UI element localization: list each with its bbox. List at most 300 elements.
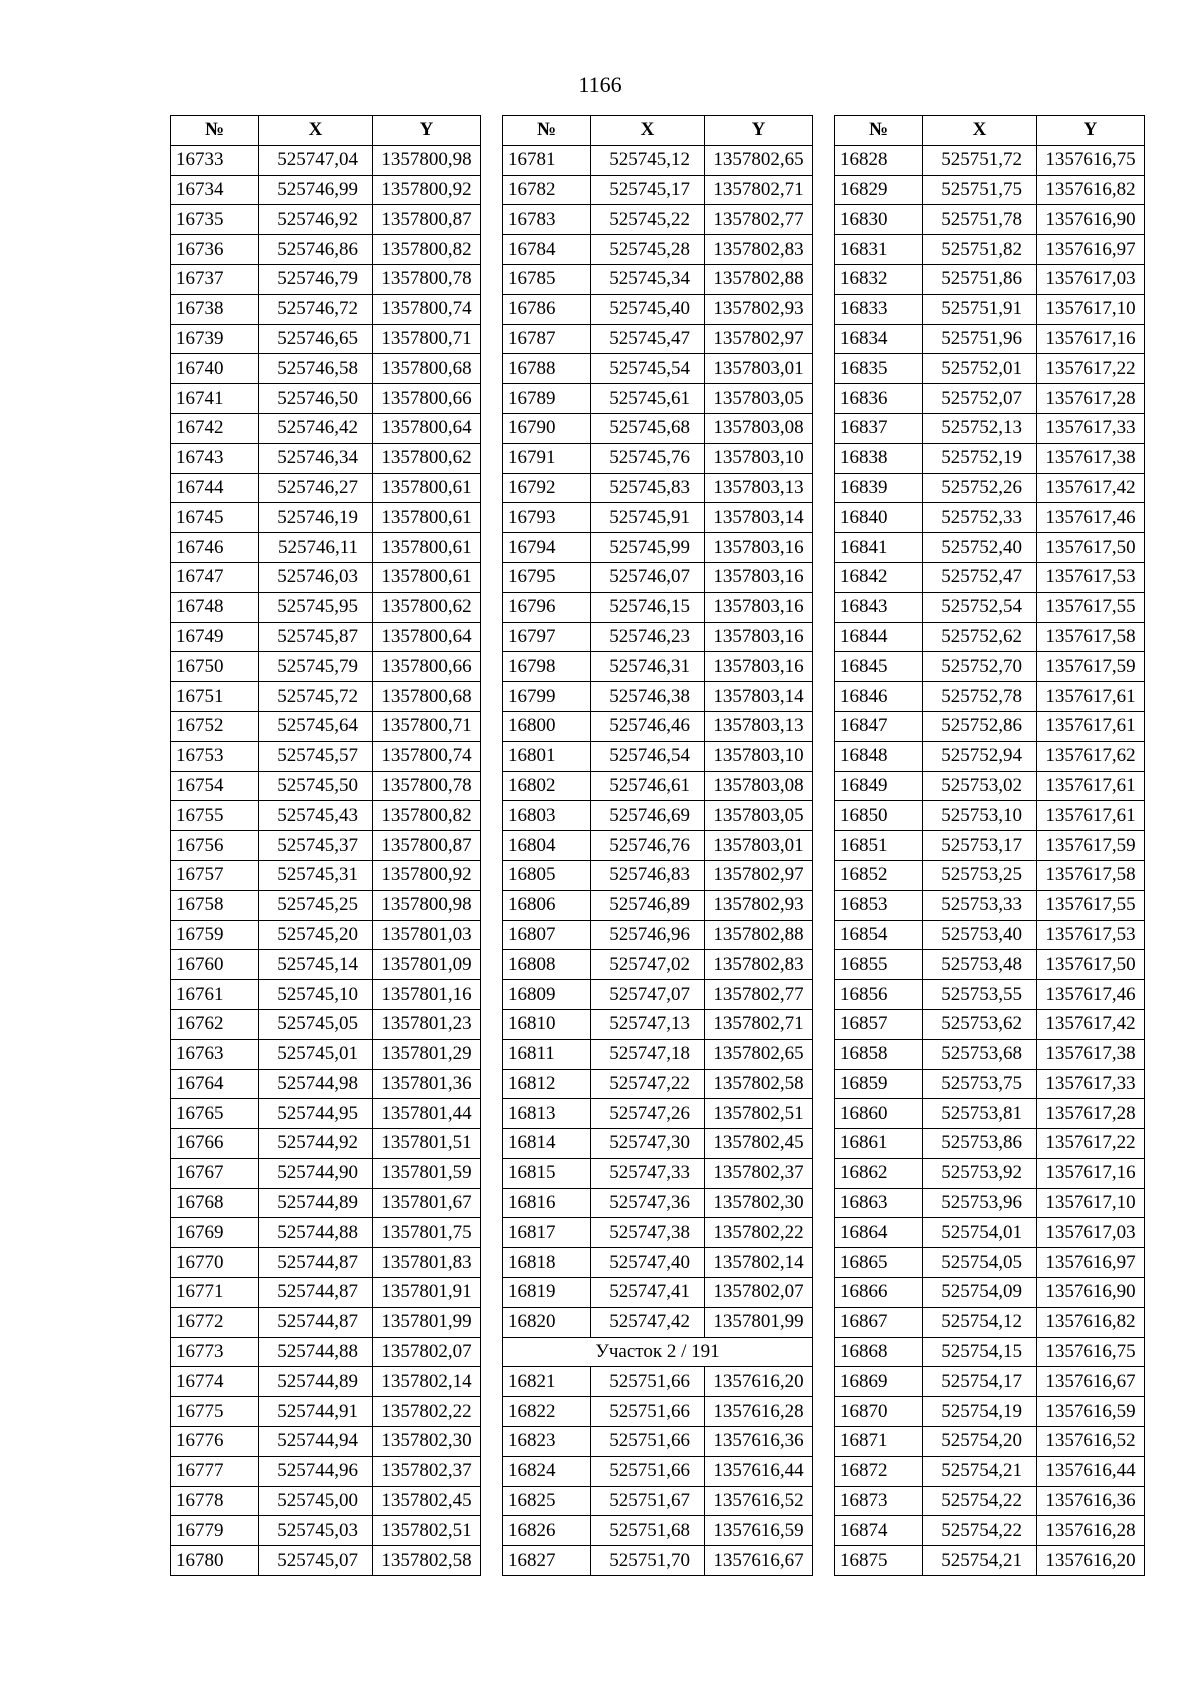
y-coordinate: 1357617,38 [1037,443,1145,473]
y-coordinate: 1357802,88 [705,264,813,294]
x-coordinate: 525753,10 [923,801,1037,831]
table-row [171,1129,481,1159]
y-coordinate: 1357802,65 [705,1039,813,1069]
point-number: 16749 [171,622,259,652]
point-number: 16743 [171,443,259,473]
x-coordinate: 525746,89 [591,890,705,920]
x-coordinate: 525747,26 [591,1099,705,1129]
point-number: 16797 [503,622,591,652]
x-coordinate: 525752,70 [923,652,1037,682]
y-coordinate: 1357800,61 [373,533,481,563]
table-row [835,1337,1145,1367]
y-coordinate: 1357617,10 [1037,1188,1145,1218]
table-row [503,1009,813,1039]
point-number: 16821 [503,1367,591,1397]
coordinates-table-1 [170,115,481,1576]
y-coordinate: 1357800,74 [373,294,481,324]
y-coordinate: 1357803,01 [705,831,813,861]
x-coordinate: 525746,15 [591,592,705,622]
table-row [171,1278,481,1308]
y-coordinate: 1357802,07 [373,1337,481,1367]
point-number: 16764 [171,1069,259,1099]
x-coordinate: 525754,21 [923,1456,1037,1486]
table-row [835,175,1145,205]
point-number: 16758 [171,890,259,920]
x-coordinate: 525744,90 [259,1158,373,1188]
y-coordinate: 1357617,28 [1037,1099,1145,1129]
y-coordinate: 1357617,50 [1037,950,1145,980]
x-coordinate: 525753,25 [923,860,1037,890]
table-row [171,205,481,235]
point-number: 16871 [835,1427,923,1457]
point-number: 16832 [835,264,923,294]
y-coordinate: 1357617,16 [1037,1158,1145,1188]
table-row [835,145,1145,175]
y-coordinate: 1357801,36 [373,1069,481,1099]
table-row [171,294,481,324]
table-row [835,1486,1145,1516]
table-row [171,771,481,801]
table-row [503,741,813,771]
table-row [503,354,813,384]
x-coordinate: 525752,47 [923,562,1037,592]
point-number: 16828 [835,145,923,175]
y-coordinate: 1357800,82 [373,235,481,265]
x-coordinate: 525753,48 [923,950,1037,980]
y-coordinate: 1357801,83 [373,1248,481,1278]
point-number: 16815 [503,1158,591,1188]
y-coordinate: 1357802,97 [705,860,813,890]
point-number: 16858 [835,1039,923,1069]
table-row [835,592,1145,622]
point-number: 16850 [835,801,923,831]
y-coordinate: 1357801,23 [373,1009,481,1039]
point-number: 16774 [171,1367,259,1397]
y-coordinate: 1357616,59 [705,1516,813,1546]
point-number: 16806 [503,890,591,920]
x-coordinate: 525745,25 [259,890,373,920]
point-number: 16860 [835,1099,923,1129]
x-coordinate: 525746,50 [259,384,373,414]
x-coordinate: 525745,43 [259,801,373,831]
table-row [503,264,813,294]
table-row [835,741,1145,771]
x-coordinate: 525746,46 [591,711,705,741]
point-number: 16741 [171,384,259,414]
x-coordinate: 525746,72 [259,294,373,324]
x-coordinate: 525746,58 [259,354,373,384]
y-coordinate: 1357803,14 [705,682,813,712]
table-row [171,622,481,652]
table-row [835,1516,1145,1546]
y-coordinate: 1357617,33 [1037,413,1145,443]
table-row [503,533,813,563]
table-row [171,1546,481,1576]
x-coordinate: 525747,30 [591,1129,705,1159]
table-row [835,801,1145,831]
point-number: 16813 [503,1099,591,1129]
y-coordinate: 1357802,58 [705,1069,813,1099]
point-number: 16739 [171,324,259,354]
x-coordinate: 525754,09 [923,1278,1037,1308]
y-coordinate: 1357616,36 [1037,1486,1145,1516]
x-coordinate: 525746,03 [259,562,373,592]
x-coordinate: 525745,87 [259,622,373,652]
y-coordinate: 1357801,44 [373,1099,481,1129]
x-coordinate: 525753,92 [923,1158,1037,1188]
table-row [503,771,813,801]
y-coordinate: 1357800,92 [373,175,481,205]
x-coordinate: 525753,17 [923,831,1037,861]
table-row [171,682,481,712]
x-coordinate: 525745,07 [259,1546,373,1576]
x-coordinate: 525753,68 [923,1039,1037,1069]
y-coordinate: 1357617,16 [1037,324,1145,354]
point-number: 16800 [503,711,591,741]
y-coordinate: 1357802,45 [373,1486,481,1516]
point-number: 16823 [503,1427,591,1457]
point-number: 16773 [171,1337,259,1367]
y-coordinate: 1357616,97 [1037,235,1145,265]
point-number: 16770 [171,1248,259,1278]
x-coordinate: 525744,88 [259,1337,373,1367]
table-row [835,771,1145,801]
table-row [503,1039,813,1069]
x-coordinate: 525753,96 [923,1188,1037,1218]
point-number: 16772 [171,1307,259,1337]
x-coordinate: 525746,65 [259,324,373,354]
table-row [835,473,1145,503]
table-row [171,1456,481,1486]
table-row [503,1188,813,1218]
x-coordinate: 525754,01 [923,1218,1037,1248]
y-coordinate: 1357802,97 [705,324,813,354]
y-coordinate: 1357803,16 [705,562,813,592]
x-coordinate: 525746,38 [591,682,705,712]
table-row [835,652,1145,682]
y-coordinate: 1357616,82 [1037,1307,1145,1337]
point-number: 16864 [835,1218,923,1248]
table-row [835,890,1145,920]
y-coordinate: 1357800,74 [373,741,481,771]
point-number: 16835 [835,354,923,384]
x-coordinate: 525746,23 [591,622,705,652]
table-row [503,235,813,265]
x-coordinate: 525751,70 [591,1546,705,1576]
x-coordinate: 525752,62 [923,622,1037,652]
y-coordinate: 1357616,90 [1037,205,1145,235]
table-row [835,1367,1145,1397]
y-coordinate: 1357617,42 [1037,473,1145,503]
header-x: X [259,116,373,146]
point-number: 16838 [835,443,923,473]
point-number: 16752 [171,711,259,741]
y-coordinate: 1357617,55 [1037,890,1145,920]
point-number: 16769 [171,1218,259,1248]
table-row [171,1337,481,1367]
y-coordinate: 1357801,91 [373,1278,481,1308]
point-number: 16853 [835,890,923,920]
table-row [503,1099,813,1129]
x-coordinate: 525746,96 [591,920,705,950]
table-row [171,920,481,950]
point-number: 16779 [171,1516,259,1546]
table-row [835,1039,1145,1069]
x-coordinate: 525747,07 [591,980,705,1010]
x-coordinate: 525753,62 [923,1009,1037,1039]
table-row [171,741,481,771]
x-coordinate: 525745,17 [591,175,705,205]
point-number: 16771 [171,1278,259,1308]
y-coordinate: 1357803,08 [705,413,813,443]
table-header-row [835,116,1145,146]
x-coordinate: 525753,55 [923,980,1037,1010]
x-coordinate: 525746,83 [591,860,705,890]
x-coordinate: 525744,98 [259,1069,373,1099]
table-row [503,1307,813,1337]
y-coordinate: 1357616,59 [1037,1397,1145,1427]
x-coordinate: 525744,87 [259,1307,373,1337]
table-row [503,145,813,175]
y-coordinate: 1357802,14 [373,1367,481,1397]
point-number: 16733 [171,145,259,175]
point-number: 16816 [503,1188,591,1218]
x-coordinate: 525754,21 [923,1546,1037,1576]
point-number: 16831 [835,235,923,265]
table-row [503,1397,813,1427]
y-coordinate: 1357800,62 [373,443,481,473]
point-number: 16866 [835,1278,923,1308]
table-row [171,413,481,443]
y-coordinate: 1357802,37 [373,1456,481,1486]
x-coordinate: 525751,68 [591,1516,705,1546]
x-coordinate: 525752,26 [923,473,1037,503]
table-row [171,1486,481,1516]
point-number: 16807 [503,920,591,950]
header-number: № [503,116,591,146]
point-number: 16824 [503,1456,591,1486]
x-coordinate: 525747,13 [591,1009,705,1039]
x-coordinate: 525745,68 [591,413,705,443]
table-row [835,1069,1145,1099]
x-coordinate: 525747,41 [591,1278,705,1308]
y-coordinate: 1357616,28 [705,1397,813,1427]
x-coordinate: 525752,40 [923,533,1037,563]
table-row [503,1278,813,1308]
y-coordinate: 1357803,13 [705,473,813,503]
table-row [503,1546,813,1576]
x-coordinate: 525754,19 [923,1397,1037,1427]
table-row [835,1456,1145,1486]
table-row [503,175,813,205]
point-number: 16737 [171,264,259,294]
point-number: 16750 [171,652,259,682]
point-number: 16742 [171,413,259,443]
x-coordinate: 525747,40 [591,1248,705,1278]
table-row [171,533,481,563]
y-coordinate: 1357800,78 [373,264,481,294]
table-row [503,384,813,414]
point-number: 16825 [503,1486,591,1516]
table-row [835,682,1145,712]
x-coordinate: 525745,76 [591,443,705,473]
table-row [503,920,813,950]
table-row [503,324,813,354]
x-coordinate: 525745,31 [259,860,373,890]
point-number: 16861 [835,1129,923,1159]
point-number: 16875 [835,1546,923,1576]
table-row [171,980,481,1010]
x-coordinate: 525745,99 [591,533,705,563]
x-coordinate: 525745,03 [259,1516,373,1546]
point-number: 16747 [171,562,259,592]
y-coordinate: 1357617,33 [1037,1069,1145,1099]
point-number: 16787 [503,324,591,354]
y-coordinate: 1357616,67 [705,1546,813,1576]
section-row [503,1337,813,1367]
table-row [171,354,481,384]
x-coordinate: 525745,54 [591,354,705,384]
y-coordinate: 1357801,59 [373,1158,481,1188]
table-row [171,652,481,682]
table-row [171,592,481,622]
point-number: 16761 [171,980,259,1010]
point-number: 16810 [503,1009,591,1039]
point-number: 16848 [835,741,923,771]
table-row [503,1129,813,1159]
table-row [171,1099,481,1129]
point-number: 16736 [171,235,259,265]
x-coordinate: 525745,40 [591,294,705,324]
table-row [171,1427,481,1457]
x-coordinate: 525745,22 [591,205,705,235]
table-row [171,1397,481,1427]
y-coordinate: 1357800,71 [373,711,481,741]
y-coordinate: 1357800,61 [373,473,481,503]
x-coordinate: 525751,66 [591,1427,705,1457]
table-row [503,711,813,741]
x-coordinate: 525745,34 [591,264,705,294]
y-coordinate: 1357802,93 [705,294,813,324]
x-coordinate: 525744,94 [259,1427,373,1457]
y-coordinate: 1357803,16 [705,592,813,622]
point-number: 16780 [171,1546,259,1576]
x-coordinate: 525745,83 [591,473,705,503]
x-coordinate: 525745,01 [259,1039,373,1069]
point-number: 16874 [835,1516,923,1546]
table-row [171,145,481,175]
point-number: 16776 [171,1427,259,1457]
y-coordinate: 1357800,61 [373,503,481,533]
y-coordinate: 1357802,22 [373,1397,481,1427]
y-coordinate: 1357803,10 [705,741,813,771]
x-coordinate: 525747,18 [591,1039,705,1069]
y-coordinate: 1357616,75 [1037,1337,1145,1367]
point-number: 16857 [835,1009,923,1039]
table-row [171,1367,481,1397]
table-row [503,980,813,1010]
y-coordinate: 1357800,87 [373,831,481,861]
point-number: 16820 [503,1307,591,1337]
point-number: 16783 [503,205,591,235]
table-row [171,1307,481,1337]
x-coordinate: 525751,66 [591,1367,705,1397]
table-row [503,592,813,622]
table-row [835,1427,1145,1457]
table-row [503,831,813,861]
x-coordinate: 525751,78 [923,205,1037,235]
table-row [835,413,1145,443]
header-y: Y [1037,116,1145,146]
y-coordinate: 1357802,51 [705,1099,813,1129]
y-coordinate: 1357617,62 [1037,741,1145,771]
y-coordinate: 1357801,75 [373,1218,481,1248]
point-number: 16798 [503,652,591,682]
x-coordinate: 525747,36 [591,1188,705,1218]
x-coordinate: 525744,95 [259,1099,373,1129]
point-number: 16809 [503,980,591,1010]
table-row [171,562,481,592]
y-coordinate: 1357617,58 [1037,622,1145,652]
table-row [503,950,813,980]
y-coordinate: 1357802,07 [705,1278,813,1308]
x-coordinate: 525754,22 [923,1516,1037,1546]
table-row [835,235,1145,265]
header-x: X [923,116,1037,146]
y-coordinate: 1357617,50 [1037,533,1145,563]
point-number: 16870 [835,1397,923,1427]
x-coordinate: 525746,07 [591,562,705,592]
table-row [835,324,1145,354]
point-number: 16735 [171,205,259,235]
x-coordinate: 525751,82 [923,235,1037,265]
table-row [171,324,481,354]
x-coordinate: 525747,33 [591,1158,705,1188]
table-row [503,205,813,235]
x-coordinate: 525754,05 [923,1248,1037,1278]
table-row [835,860,1145,890]
point-number: 16872 [835,1456,923,1486]
point-number: 16845 [835,652,923,682]
y-coordinate: 1357803,16 [705,652,813,682]
y-coordinate: 1357617,61 [1037,682,1145,712]
y-coordinate: 1357800,87 [373,205,481,235]
point-number: 16833 [835,294,923,324]
table-row [503,1486,813,1516]
y-coordinate: 1357617,59 [1037,652,1145,682]
point-number: 16788 [503,354,591,384]
point-number: 16862 [835,1158,923,1188]
point-number: 16763 [171,1039,259,1069]
table-row [503,413,813,443]
x-coordinate: 525745,14 [259,950,373,980]
x-coordinate: 525747,02 [591,950,705,980]
table-row [835,711,1145,741]
y-coordinate: 1357802,51 [373,1516,481,1546]
point-number: 16819 [503,1278,591,1308]
point-number: 16811 [503,1039,591,1069]
point-number: 16818 [503,1248,591,1278]
y-coordinate: 1357800,68 [373,354,481,384]
x-coordinate: 525746,99 [259,175,373,205]
x-coordinate: 525747,42 [591,1307,705,1337]
point-number: 16792 [503,473,591,503]
y-coordinate: 1357617,46 [1037,503,1145,533]
point-number: 16734 [171,175,259,205]
table-row [835,1099,1145,1129]
point-number: 16757 [171,860,259,890]
y-coordinate: 1357802,30 [373,1427,481,1457]
